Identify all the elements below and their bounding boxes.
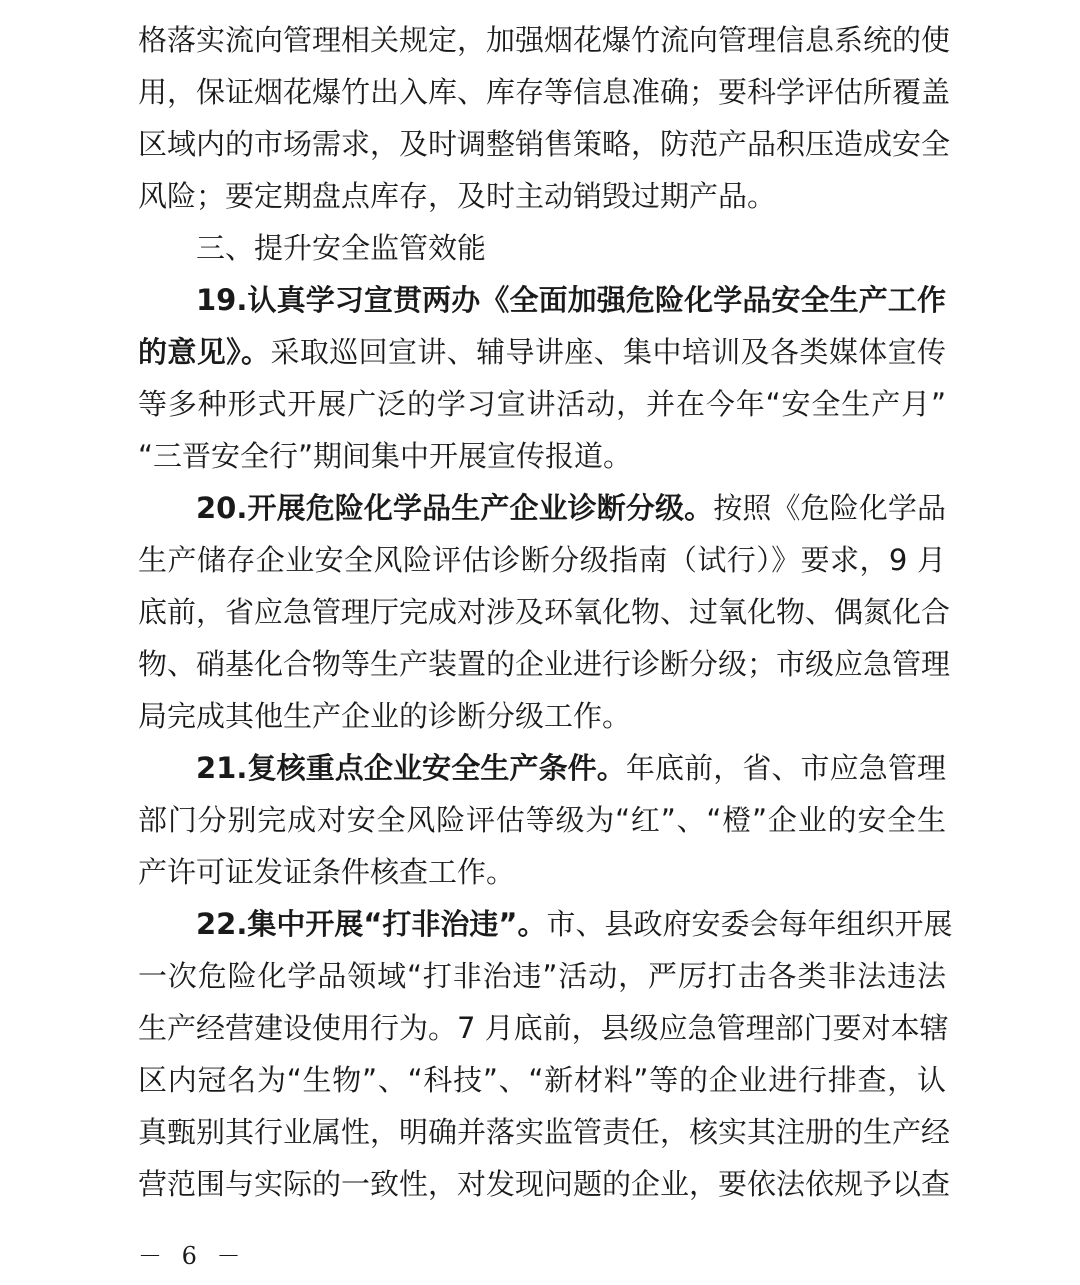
text-line	[138, 378, 946, 430]
body-text-span: 风险；要定期盘点库存，及时主动销毁过期产品。	[138, 179, 777, 213]
bold-heading-text: 19.认真学习宣贯两办《全面加强危险化学品安全生产工作	[196, 283, 946, 317]
body-text-span: 格落实流向管理相关规定，加强烟花爆竹流向管理信息系统的使	[138, 23, 951, 57]
bold-heading-text: 21.复核重点企业安全生产条件。	[196, 751, 626, 785]
body-text-span: 等多种形式开展广泛的学习宣讲活动，并在今年“安全生产月”	[138, 387, 946, 421]
text-line	[138, 846, 946, 898]
body-text-span: 营范围与实际的一致性，对发现问题的企业，要依法依规予以查	[138, 1167, 951, 1201]
text-line	[138, 326, 946, 378]
body-text-span: 物、硝基化合物等生产装置的企业进行诊断分级；市级应急管理	[138, 647, 951, 681]
body-text-span: “三晋安全行”期间集中开展宣传报道。	[138, 439, 633, 473]
body-text-span: 年底前，省、市应急管理	[625, 751, 946, 785]
body-text-span: 真甄别其行业属性，明确并落实监管责任，核实其注册的生产经	[138, 1115, 951, 1149]
bold-heading-text: 的意见》。	[138, 335, 271, 369]
text-line	[138, 430, 946, 482]
text-line	[138, 170, 946, 222]
body-text	[138, 14, 953, 1210]
text-line	[138, 118, 951, 170]
text-line	[138, 534, 946, 586]
body-text-span: 部门分别完成对安全风险评估等级为“红”、“橙”企业的安全生	[138, 803, 946, 837]
body-text-span: 按照《危险化学品	[713, 491, 946, 525]
text-line	[138, 14, 951, 66]
text-line	[138, 274, 946, 326]
text-line	[138, 638, 951, 690]
body-text-span: 底前，省应急管理厅完成对涉及环氧化物、过氧化物、偶氮化合	[138, 595, 951, 629]
text-line	[138, 66, 951, 118]
text-line	[138, 1054, 946, 1106]
text-line	[138, 690, 946, 742]
body-text-span: 三、提升安全监管效能	[196, 231, 487, 265]
text-line	[138, 898, 953, 950]
body-text-span: 区域内的市场需求，及时调整销售策略，防范产品积压造成安全	[138, 127, 951, 161]
text-line	[138, 586, 951, 638]
body-text-span: 产许可证发证条件核查工作。	[138, 855, 516, 889]
body-text-span: 市、县政府安委会每年组织开展	[546, 907, 953, 941]
text-line	[138, 794, 946, 846]
text-line	[138, 222, 946, 274]
text-line	[138, 742, 946, 794]
body-text-span: 一次危险化学品领域“打非治违”活动，严厉打击各类非法违法	[138, 959, 946, 993]
text-line	[138, 1158, 951, 1210]
text-line	[138, 950, 946, 1002]
page-number: － 6 －	[138, 1242, 247, 1270]
body-text-span: 区内冠名为“生物”、“科技”、“新材料”等的企业进行排查，认	[138, 1063, 946, 1097]
text-line	[138, 1002, 949, 1054]
text-line	[138, 482, 946, 534]
body-text-span: 用，保证烟花爆竹出入库、库存等信息准确；要科学评估所覆盖	[138, 75, 951, 109]
body-text-span: 采取巡回宣讲、辅导讲座、集中培训及各类媒体宣传	[270, 335, 946, 369]
body-text-span: 生产储存企业安全风险评估诊断分级指南（试行）》要求，9 月	[138, 543, 946, 577]
body-text-span: 局完成其他生产企业的诊断分级工作。	[138, 699, 632, 733]
text-line	[138, 1106, 951, 1158]
bold-heading-text: 22.集中开展“打非治违”。	[196, 907, 547, 941]
body-text-span: 生产经营建设使用行为。7 月底前，县级应急管理部门要对本辖	[138, 1011, 949, 1045]
bold-heading-text: 20.开展危险化学品生产企业诊断分级。	[196, 491, 714, 525]
